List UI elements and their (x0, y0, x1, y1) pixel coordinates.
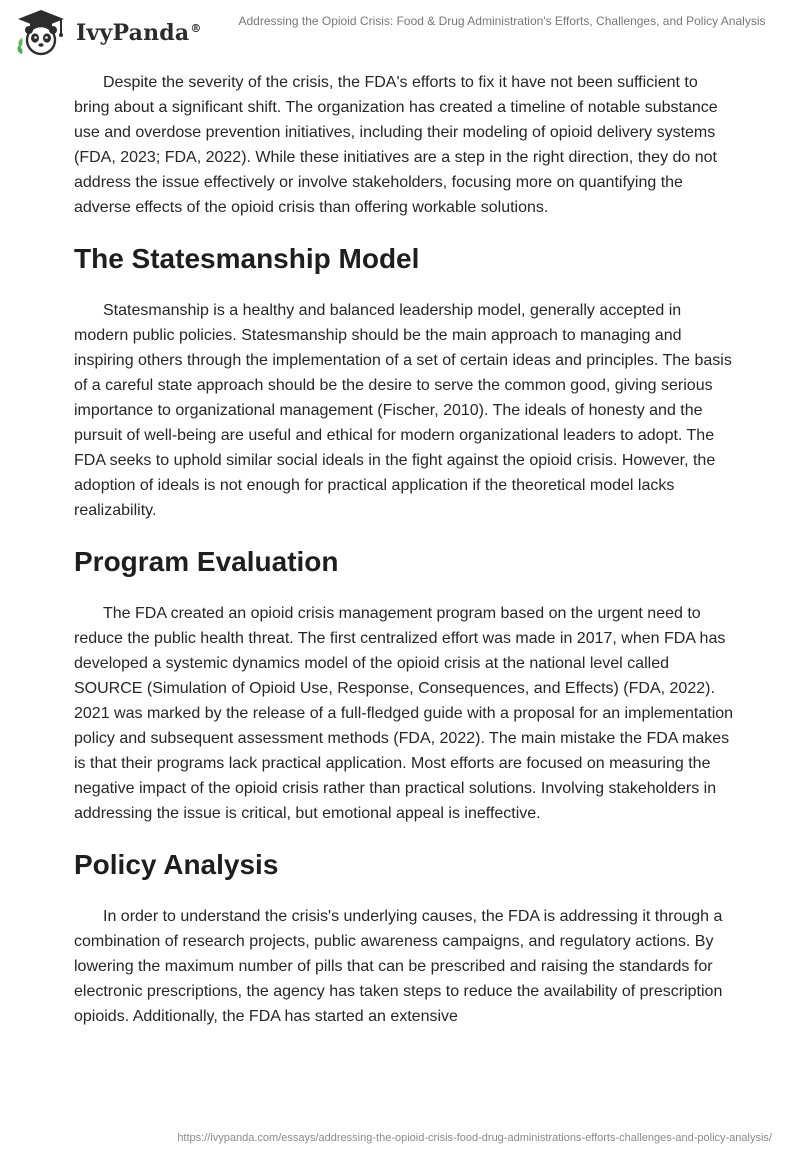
section-heading-policy-analysis: Policy Analysis (74, 849, 279, 880)
registered-mark: ® (190, 21, 202, 35)
essay-content (74, 70, 734, 1029)
section-paragraph-statesmanship: Statesmanship is a healthy and balanced leadership model, generally accepted in modern public policies. Statesmanship should be the main approach to managing and inspiring others through the implementation of a set of certain ideas and principles. The basis of a careful state approach should be the desire to serve the common good, giving serious importance to organizational management (Fischer, 2010). The ideals of honesty and the pursuit of well-being are useful and ethical for modern organizational leaders to adopt. The FDA seeks to uphold similar social ideals in the fight against the opioid crisis. However, the adoption of ideals is not enough for practical application if the theoretical model lacks realizability. (74, 302, 732, 519)
source-url-link[interactable]: https://ivypanda.com/essays/addressing-the-opioid-crisis-food-drug-administrations-efforts-challenges-and-policy-analysis/ (177, 1132, 772, 1144)
section-heading-program-evaluation: Program Evaluation (74, 546, 339, 577)
section-paragraph-program-evaluation: The FDA created an opioid crisis management program based on the urgent need to reduce the public health threat. The first centralized effort was made in 2017, when FDA has developed a systemic dynamics model of the opioid crisis at the national level called SOURCE (Simulation of Opioid Use, Response, Consequences, and Effects) (FDA, 2022). 2021 was marked by the release of a full-fledged guide with a proposal for an implementation policy and subsequent assessment methods (FDA, 2022). The main mistake the FDA makes is that their programs lack practical application. Most efforts are focused on measuring the negative impact of the opioid crisis rather than practical solutions. Involving stakeholders in addressing the issue is critical, but emotional appeal is ineffective. (74, 605, 734, 822)
brand-logo[interactable] (14, 8, 202, 58)
intro-paragraph: Despite the severity of the crisis, the FDA's efforts to fix it have not been sufficient to bring about a significant shift. The organization has created a timeline of notable substance use and overdose prevention initiatives, including their modeling of opioid delivery systems (FDA, 2023; FDA, 2022). While these initiatives are a step in the right direction, they do not address the issue effectively or involve stakeholders, focusing more on quantifying the adverse effects of the opioid crisis than offering workable solutions. (74, 74, 718, 216)
section-heading-statesmanship: The Statesmanship Model (74, 243, 420, 274)
document-title: Addressing the Opioid Crisis: Food & Drug Administration's Efforts, Challenges, and Policy Analysis (238, 14, 766, 28)
page-header (0, 0, 800, 62)
brand-name-text: IvyPanda (76, 20, 190, 46)
section-paragraph-policy-analysis: In order to understand the crisis's underlying causes, the FDA is addressing it through a combination of research projects, public awareness campaigns, and regulatory actions. By lowering the maximum number of pills that can be prescribed and raising the standards for electronic prescriptions, the agency has taken steps to reduce the availability of prescription opioids. Additionally, the FDA has started an extensive (74, 908, 723, 1025)
panda-graduate-icon (14, 8, 68, 58)
brand-name (76, 20, 202, 46)
